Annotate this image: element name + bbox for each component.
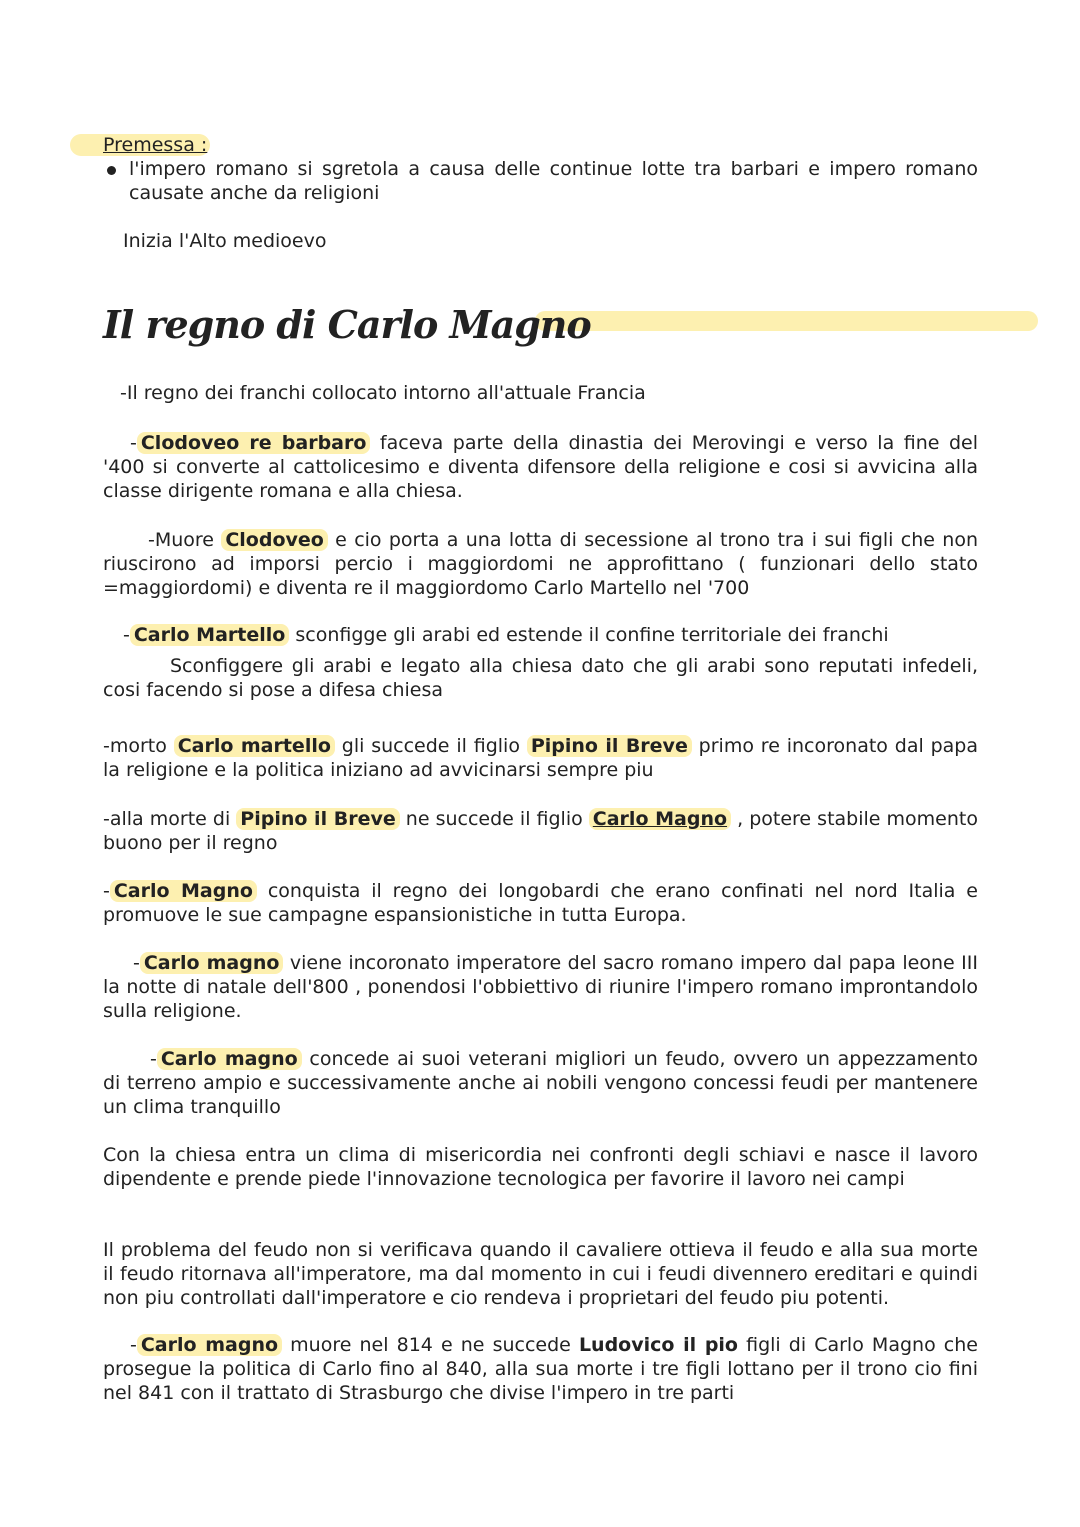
dash: - — [133, 952, 140, 974]
paragraph-1: -Il regno dei franchi collocato intorno all'attuale Francia — [120, 382, 646, 404]
page-title: Il regno di Carlo Magno — [103, 302, 591, 347]
paragraph-13-start: muore nel 814 e ne succede — [282, 1334, 579, 1356]
paragraph-6-middle: gli succede il figlio — [334, 735, 527, 757]
dash: - — [130, 1334, 137, 1356]
paragraph-6-start: -morto — [103, 735, 174, 757]
paragraph-2-text: faceva parte della dinastia dei Merovingi e verso la fine del '400 si converte al cattolicesimo e diventa difensore della religione e cosi si avvicina alla classe dirigente romana e alla chiesa. — [103, 432, 978, 502]
paragraph-3 — [103, 528, 978, 600]
premessa-label: Premessa : — [103, 134, 208, 156]
dash: - — [130, 432, 137, 454]
highlight-carlo-magno: Carlo magno — [157, 1048, 302, 1070]
highlight-carlo-magno: Carlo Magno — [589, 808, 731, 830]
title-highlight-bar — [535, 311, 1038, 331]
paragraph-10-text: concede ai suoi veterani migliori un feudo, ovvero un appezzamento di terreno ampio e successivamente anche ai nobili vengono concessi feudi per mantenere un clima tranquillo — [103, 1048, 978, 1118]
paragraph-10 — [103, 1047, 978, 1119]
highlight-pipino-il-breve: Pipino il Breve — [236, 808, 399, 830]
paragraph-3-start: -Muore — [148, 529, 222, 551]
paragraph-13-text: figli di Carlo Magno che prosegue la politica di Carlo fino al 840, alla sua morte i tre figli lottano per il trono cio fini nel 841 con il trattato di Strasburgo che divise l'impero in tre parti — [103, 1334, 978, 1404]
paragraph-7-middle: ne succede il figlio — [399, 808, 589, 830]
bold-ludovico-il-pio: Ludovico il pio — [578, 1334, 738, 1356]
paragraph-12: Il problema del feudo non si verificava quando il cavaliere ottieva il feudo e alla sua morte il feudo ritornava all'imperatore, ma dal momento in cui i feudi divennero ereditari e quindi non piu controllati dall'imperatore e cio rendeva i proprietari del feudo piu potenti. — [103, 1239, 978, 1309]
paragraph-7-start: -alla morte di — [103, 808, 237, 830]
paragraph-6-text: primo re incoronato dal papa la religione e la politica iniziano ad avvicinarsi sempre piu — [103, 735, 978, 781]
premessa-bullet — [103, 157, 978, 205]
paragraph-7-text: , potere stabile momento buono per il regno — [103, 808, 978, 854]
paragraph-4-text: sconfigge gli arabi ed estende il confine territoriale dei franchi — [289, 624, 889, 646]
intro-line: Inizia l'Alto medioevo — [123, 230, 327, 252]
dash: - — [103, 880, 110, 902]
paragraph-13 — [103, 1333, 978, 1405]
paragraph-8 — [103, 879, 978, 927]
paragraph-6 — [103, 734, 978, 782]
premessa-bullet-text: l'impero romano si sgretola a causa delle continue lotte tra barbari e impero romano causate anche da religioni — [129, 158, 978, 204]
highlight-carlo-martello: Carlo martello — [174, 735, 335, 757]
paragraph-9 — [103, 951, 978, 1023]
paragraph-4 — [103, 623, 978, 647]
highlight-carlo-magno: Carlo Magno — [110, 880, 257, 902]
highlight-carlo-martello: Carlo Martello — [130, 624, 289, 646]
paragraph-8-text: conquista il regno dei longobardi che erano confinati nel nord Italia e promuove le sue campagne espansionistiche in tutta Europa. — [103, 880, 978, 926]
highlight-carlo-magno: Carlo magno — [137, 1334, 282, 1356]
paragraph-3-text: e cio porta a una lotta di secessione al trono tra i sui figli che non riuscirono ad imporsi percio i maggiordomi ne approfittano ( funzionari dello stato =maggiordomi) e diventa re il maggiordomo Carlo Martello nel '700 — [103, 529, 978, 599]
highlight-clodoveo-re-barbaro: Clodoveo re barbaro — [137, 432, 371, 454]
highlight-pipino-il-breve: Pipino il Breve — [527, 735, 692, 757]
bullet-dot-icon — [107, 166, 116, 175]
dash: - — [150, 1048, 157, 1070]
highlight-clodoveo: Clodoveo — [221, 529, 328, 551]
dash: - — [123, 624, 130, 646]
paragraph-2 — [103, 431, 978, 503]
paragraph-7 — [103, 807, 978, 855]
paragraph-11: Con la chiesa entra un clima di misericordia nei confronti degli schiavi e nasce il lavoro dipendente e prende piede l'innovazione tecnologica per favorire il lavoro nei campi — [103, 1144, 978, 1190]
paragraph-9-text: viene incoronato imperatore del sacro romano impero dal papa leone III la notte di natale dell'800 , ponendosi l'obbiettivo di riunire l'impero romano improntandolo sulla religione. — [103, 952, 978, 1022]
highlight-carlo-magno: Carlo magno — [140, 952, 284, 974]
premessa-highlight — [70, 134, 210, 156]
paragraph-5: Sconfiggere gli arabi e legato alla chiesa dato che gli arabi sono reputati infedeli, cosi facendo si pose a difesa chiesa — [103, 655, 978, 701]
